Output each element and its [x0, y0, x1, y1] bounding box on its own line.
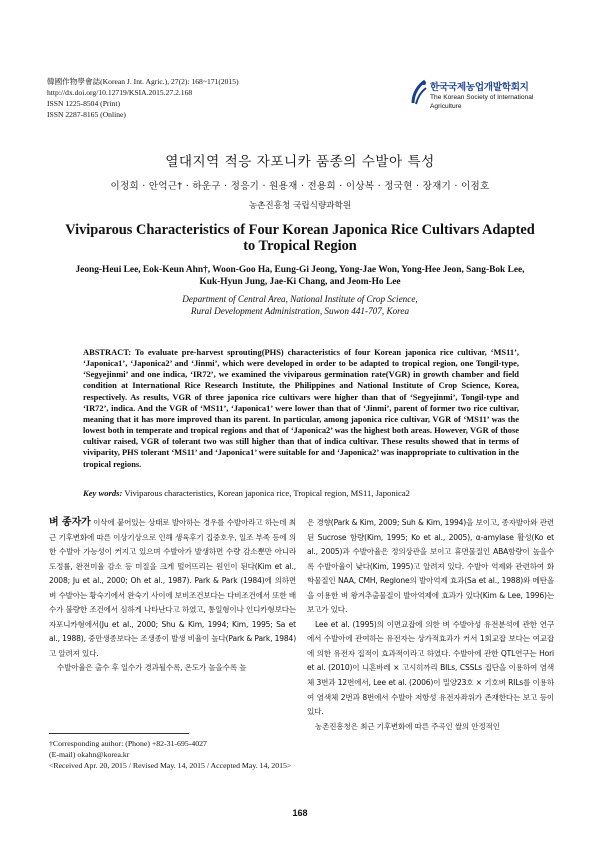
- footnote: [49, 738, 309, 771]
- received-dates: <Received Apr. 20, 2015 / Revised May. 14, 2015 / Accepted May. 14, 2015>: [49, 761, 292, 770]
- body-text: 이삭에 붙어있는 상태로 발아하는 경우를 수발아라고 하는데 최근 기후변화에 따른 이상기상으로 인해 생육후기 집중호우, 일조 부족 등에 의한 수발아 가능성이 커지고 있으며 수발아가 발생하면 수량 감소뿐만 아니라 도정률, 완전미율 감소 등 미질을 크게 떨어뜨리는 원인이 된다(Kim et al., 2008; Ju et al., 2000; Oh et al., 1987). Park & Park (1984)에 의하면 벼 수발아는 황숙기에서 완숙기 사이에 보비조건보다는 다비조건에서 또한 배수가 불량한 조건에서 심하게 나타난다고 하였고, 통일형이나 인디카형보다는 자포니카형에서(Ju et al., 2000; Shu & Kim, 1994; Kim, 1995; Sa et al., 1988), 중만생종보다는 조생종이 발생 비율이 높다(Park & Park, 1984)고 알려져 있다.: [49, 518, 296, 658]
- footnote-divider: [49, 733, 189, 734]
- english-affiliation: [70, 293, 530, 317]
- english-authors: Jeong-Heui Lee, Eok-Keun Ahn†, Woon-Goo Ha, Eung-Gi Jeong, Yong-Jae Won, Yong-Hee Jeon, Sang-Bok Lee, Kuk-Hyun Jung, Jae-Ki Chang, and Jeom-Ho Lee: [75, 265, 525, 287]
- issn-print: ISSN 1225-8504 (Print): [47, 99, 120, 108]
- journal-header: [47, 76, 307, 120]
- keywords-label: Key words:: [83, 488, 123, 498]
- page-number: 168: [292, 808, 308, 818]
- keywords-text: Viviparous characteristics, Korean japonica rice, Tropical region, MS11, Japonica2: [124, 488, 410, 498]
- body-paragraph: [49, 516, 296, 661]
- korean-authors: 이정희 · 안억근† · 하운구 · 정응기 · 원용재 · 전용희 · 이상복 · 정국현 · 장재기 · 이점호: [110, 181, 490, 192]
- journal-citation: 韓國作物學會誌(Korean J. Int. Agric.), 27(2): 168~171(2015): [47, 77, 239, 86]
- abstract: ABSTRACT: To evaluate pre-harvest sprouting(PHS) characteristics of four Korean japonica rice cultivar, ‘MS11’, ‘Japonica1’, ‘Japonica2’ and ‘Jinmi’, which were developed in order to be adapted to tropical region, one Tongil-type, ‘Segyejinmi’ and one indica, ‘IR72’, we examined the viviparous germination rate(VGR) in growth chamber and field condition at International Rice Research Institute, the Philippines and National Institute of Crop Science, Korea, respectively. As results, VGR of three japonica rice cultivars were higher than that of ‘Segyejinmi’, Tongil-type and ‘IR72’, indica. And the VGR of ‘MS11’, ‘Japonica1’ were lower than that of ‘Jinmi’, parent of former two rice cultivar, meaning that it has more improved than its parent. In particular, among japonica rice cultivar, VGR of ‘MS11’ was the lowest both in temperate and tropical regions and that of ‘Japonica2’ was the highest both areas. However, VGR of those cultivar raised, VGR of tolerant two was still higher than that of indica cultivar. These results showed that in terms of viviparity, PHS tolerant ‘MS11’ and ‘Japonica1’ were suitable for and ‘Japonica2’ was inappropriate to cultivation in the tropical regions.: [83, 347, 519, 469]
- society-name-english: The Korean Society of International Agriculture: [430, 94, 534, 110]
- lead-words: 벼 종자가: [49, 517, 91, 528]
- body-column-left: [49, 516, 296, 676]
- doi-link[interactable]: http://dx.doi.org/10.12719/KSIA.2015.27.2.168: [47, 88, 193, 97]
- body-paragraph: 수발아율은 출수 후 일수가 경과될수록, 온도가 높을수록 높: [57, 663, 247, 673]
- body-paragraph: 농촌진흥청은 최근 기후변화에 따른 주곡인 쌀의 안정적인: [315, 721, 500, 731]
- corresponding-author: †Corresponding author: (Phone) +82-31-695-4027: [49, 739, 207, 748]
- affiliation-line-2: Rural Development Administration, Suwon 441-707, Korea: [190, 306, 410, 316]
- author-email[interactable]: (E-mail) okahn@korea.kr: [49, 750, 130, 759]
- issn-online: ISSN 2287-8165 (Online): [47, 110, 126, 119]
- society-name-korean: 한국국제농업개발학회지: [430, 82, 529, 93]
- affiliation-line-1: Department of Central Area, National Institute of Crop Science,: [182, 294, 418, 304]
- korean-title: 열대지역 적응 자포니카 품종의 수발아 특성: [165, 154, 435, 170]
- body-column-right: [307, 516, 554, 734]
- body-paragraph: Lee et al. (1995)의 이면교잡에 의한 벼 수발아성 유전분석에 관한 연구에서 수발아에 관여하는 유전자는 상가적효과가 커서 1회교잡 보다는 여교잡에 의한 유전자 집적이 효과적이라고 하였다. 수발아에 관한 QTL연구는 Hori et al. (2010)이 니혼바레 × 고시히까리 BILs, CSSLs 집단을 이용하여 염색체 3번과 12번에서, Lee et al. (2006)이 밀양23호 × 기호벼 RILs를 이용하여 염색체 2번과 8번에서 수발아 저항성 유전자좌위가 존재한다는 보고 등이 있다.: [307, 619, 554, 717]
- keywords: [83, 488, 519, 499]
- body-paragraph: 은 경향(Park & Kim, 2009; Suh & Kim, 1994)을 보이고, 종자발아와 관련된 Sucrose 함량(Kim, 1995; Ko et al., 2005), α-amylase 활성(Ko et al., 2005)과 수발아율은 정의상관을 보이고 휴면물질인 ABA함량이 높을수록 수발아율이 낮다(Kim, 1995)고 알려져 있다. 수발아 억제와 관련하여 화학물질인 NAA, CMH, Reglone의 발아억제 효과(Sa et al., 1988)와 메탄올을 이용한 벼 왕겨추출물질이 발아억제에 효과가 있다(Kim & Lee, 1996)는 보고가 있다.: [307, 518, 554, 615]
- korean-affiliation: 농촌진흥청 국립식량과학원: [248, 201, 352, 211]
- english-title: Viviparous Characteristics of Four Korean Japonica Rice Cultivars Adapted to Tropical Region: [65, 222, 535, 254]
- society-logo: [411, 77, 561, 121]
- society-emblem-icon: [411, 79, 427, 105]
